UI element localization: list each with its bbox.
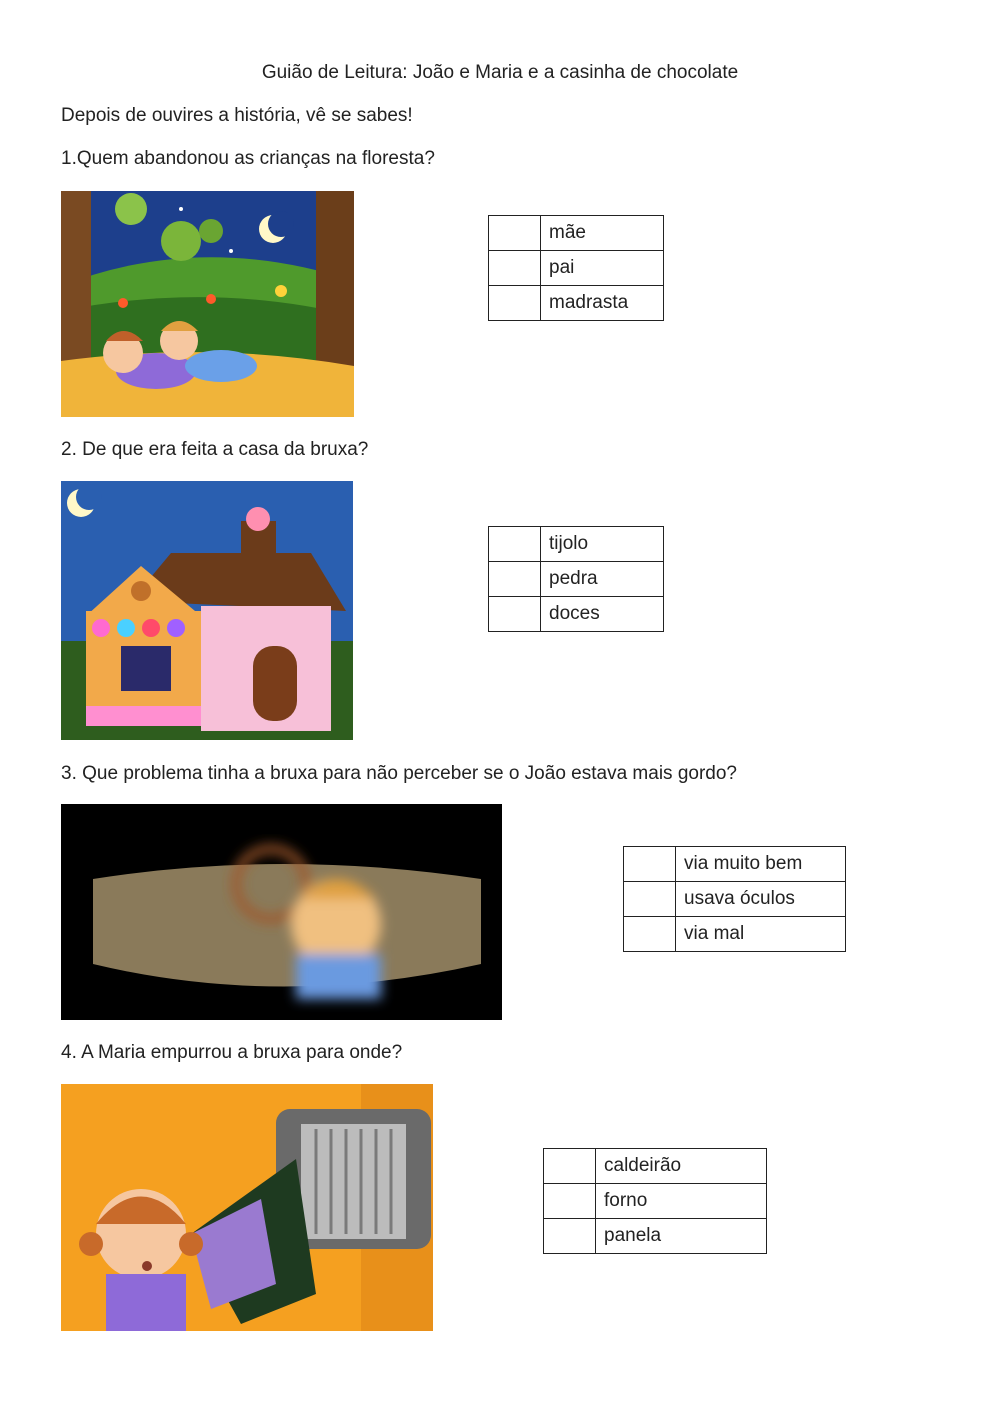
question-3-options — [623, 846, 846, 952]
answer-checkbox[interactable] — [544, 1219, 596, 1254]
question-3-text: 3. Que problema tinha a bruxa para não perceber se o João estava mais gordo? — [61, 763, 737, 784]
answer-checkbox[interactable] — [489, 251, 541, 286]
candy-house-image — [61, 481, 353, 740]
answer-checkbox[interactable] — [624, 882, 676, 917]
option-row — [624, 847, 846, 882]
option-row — [544, 1149, 767, 1184]
option-row — [544, 1184, 767, 1219]
blurry-view-image — [61, 804, 502, 1020]
option-label: tijolo — [541, 527, 664, 562]
option-label: panela — [596, 1219, 767, 1254]
option-row — [489, 216, 664, 251]
option-row — [489, 562, 664, 597]
page-title: Guião de Leitura: João e Maria e a casinha de chocolate — [261, 62, 739, 83]
option-label: pai — [541, 251, 664, 286]
answer-checkbox[interactable] — [544, 1149, 596, 1184]
girl-pushing-witch-image — [61, 1084, 433, 1331]
answer-checkbox[interactable] — [489, 286, 541, 321]
option-row — [489, 597, 664, 632]
option-label: caldeirão — [596, 1149, 767, 1184]
answer-checkbox[interactable] — [489, 562, 541, 597]
option-label: pedra — [541, 562, 664, 597]
option-label: mãe — [541, 216, 664, 251]
answer-checkbox[interactable] — [489, 216, 541, 251]
option-label: via mal — [676, 917, 846, 952]
answer-checkbox[interactable] — [489, 527, 541, 562]
option-label: usava óculos — [676, 882, 846, 917]
option-row — [489, 251, 664, 286]
answer-checkbox[interactable] — [489, 597, 541, 632]
option-row — [624, 917, 846, 952]
option-row — [489, 527, 664, 562]
option-label: doces — [541, 597, 664, 632]
option-label: forno — [596, 1184, 767, 1219]
question-4-text: 4. A Maria empurrou a bruxa para onde? — [61, 1042, 403, 1063]
option-label: madrasta — [541, 286, 664, 321]
option-label: via muito bem — [676, 847, 846, 882]
answer-checkbox[interactable] — [544, 1184, 596, 1219]
answer-checkbox[interactable] — [624, 847, 676, 882]
question-1-text: 1.Quem abandonou as crianças na floresta? — [61, 148, 435, 169]
intro-text: Depois de ouvires a história, vê se sabes! — [61, 105, 413, 126]
answer-checkbox[interactable] — [624, 917, 676, 952]
option-row — [489, 286, 664, 321]
question-1-options — [488, 215, 664, 321]
option-row — [624, 882, 846, 917]
question-2-text: 2. De que era feita a casa da bruxa? — [61, 439, 369, 460]
question-2-options — [488, 526, 664, 632]
question-4-options — [543, 1148, 767, 1254]
sleeping-children-image — [61, 191, 354, 417]
option-row — [544, 1219, 767, 1254]
